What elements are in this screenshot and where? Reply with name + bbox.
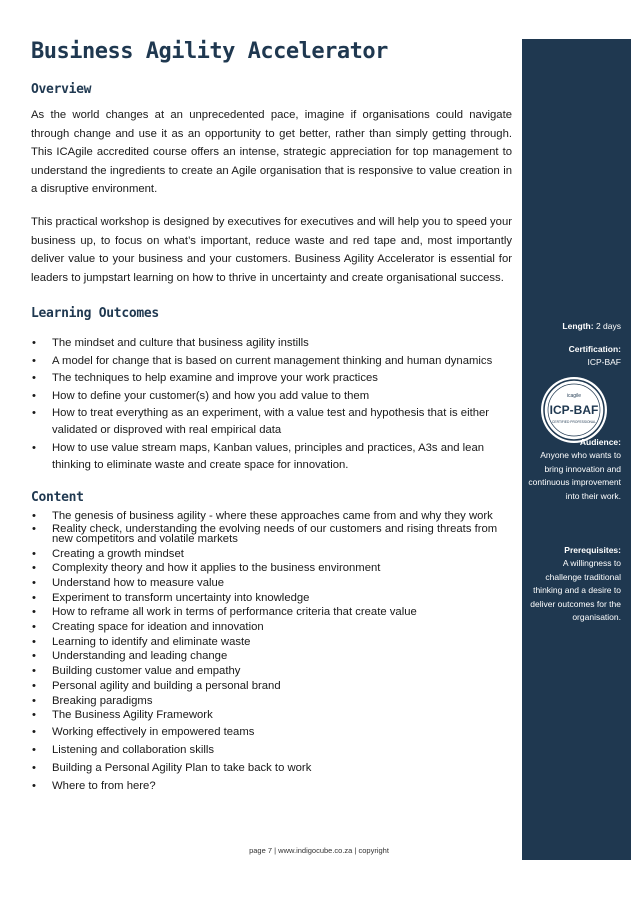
list-item: • Building customer value and empathy bbox=[31, 664, 512, 679]
content-heading: Content bbox=[31, 489, 84, 505]
list-item: • How to treat everything as an experiment, with a value test and hypothesis that is either validated or disproved with real empirical data bbox=[31, 405, 512, 439]
list-item: • Personal agility and building a personal brand bbox=[31, 679, 512, 694]
badge-main-text: ICP-BAF bbox=[549, 403, 599, 417]
icp-baf-badge-icon bbox=[541, 377, 607, 443]
learning-outcomes-heading: Learning Outcomes bbox=[31, 306, 159, 322]
audience-value: Anyone who wants to bring innovation and continuous improvement into their work. bbox=[528, 450, 621, 501]
course-info-sidebar bbox=[522, 39, 631, 860]
content-list bbox=[31, 509, 512, 795]
list-item: • The techniques to help examine and improve your work practices bbox=[31, 370, 512, 387]
list-item: • A model for change that is based on current management thinking and human dynamics bbox=[31, 353, 512, 370]
badge-top-text: icagile bbox=[566, 393, 582, 399]
list-item: • Experiment to transform uncertainty into knowledge bbox=[31, 591, 512, 606]
overview-paragraph-1: As the world changes at an unprecedented pace, imagine if organisations could navigate through change and use it as an opportunity to get better, rather than simply getting through. This ICAgile accredited course offers an intense, strategic appreciation for top management to understand the ingredients to create an Agile organisation that is responsive to value creation in a disruptive environment. bbox=[31, 109, 512, 196]
overview-heading: Overview bbox=[31, 82, 92, 97]
list-item: • Listening and collaboration skills bbox=[31, 741, 512, 759]
list-item: • Working effectively in empowered teams bbox=[31, 723, 512, 741]
list-item: • Where to from here? bbox=[31, 777, 512, 795]
list-item: • How to use value stream maps, Kanban values, principles and practices, A3s and lean thinking to eliminate waste and create space for innovation. bbox=[31, 440, 512, 474]
certification-label: Certification: bbox=[568, 344, 621, 354]
length-info bbox=[562, 320, 621, 333]
certification-value: ICP-BAF bbox=[587, 357, 621, 368]
length-label: Length: bbox=[562, 321, 594, 331]
prerequisites-value: A willingness to challenge traditional thinking and a desire to deliver outcomes for the organisation. bbox=[530, 558, 621, 623]
list-item: • The mindset and culture that business agility instills bbox=[31, 335, 512, 352]
list-item: • How to reframe all work in terms of performance criteria that create value bbox=[31, 605, 512, 620]
page-footer: page 7 | www.indigocube.co.za | copyright bbox=[249, 846, 389, 855]
prerequisites-label: Prerequisites: bbox=[564, 545, 621, 555]
learning-outcomes-list bbox=[31, 335, 512, 474]
list-item: • Creating a growth mindset bbox=[31, 547, 512, 562]
badge-graphic bbox=[541, 377, 607, 443]
list-item: • Reality check, understanding the evolving needs of our customers and rising threats from new competitors and volatile markets bbox=[31, 524, 512, 547]
audience-info bbox=[525, 436, 621, 503]
list-item: • How to define your customer(s) and how you add value to them bbox=[31, 388, 512, 405]
audience-label: Audience: bbox=[579, 437, 621, 447]
prerequisites-info bbox=[525, 544, 621, 624]
badge-bottom-text: CERTIFIED PROFESSIONAL bbox=[552, 420, 596, 424]
list-item: • The Business Agility Framework bbox=[31, 708, 512, 723]
list-item: • Complexity theory and how it applies to the business environment bbox=[31, 561, 512, 576]
certification-info bbox=[569, 343, 621, 370]
list-item: • The genesis of business agility - where these approaches came from and why they work bbox=[31, 509, 512, 524]
list-item: • Learning to identify and eliminate waste bbox=[31, 635, 512, 650]
main-content bbox=[31, 38, 512, 795]
document-title: Business Agility Accelerator bbox=[31, 39, 388, 64]
overview-paragraph-2: This practical workshop is designed by executives for executives and will help you to speed your business up, to focus on what’s important, reduce waste and red tape and, most importantly deliver value to your business and your customers. Business Agility Accelerator is essential for leaders to jumpstart learning on how to thrive in uncertainty and create organisational success. bbox=[31, 215, 512, 284]
length-value: 2 days bbox=[595, 321, 621, 331]
list-item: • Breaking paradigms bbox=[31, 694, 512, 709]
list-item: • Building a Personal Agility Plan to take back to work bbox=[31, 759, 512, 777]
list-item: • Understand how to measure value bbox=[31, 576, 512, 591]
list-item: • Understanding and leading change bbox=[31, 649, 512, 664]
list-item: • Creating space for ideation and innovation bbox=[31, 620, 512, 635]
